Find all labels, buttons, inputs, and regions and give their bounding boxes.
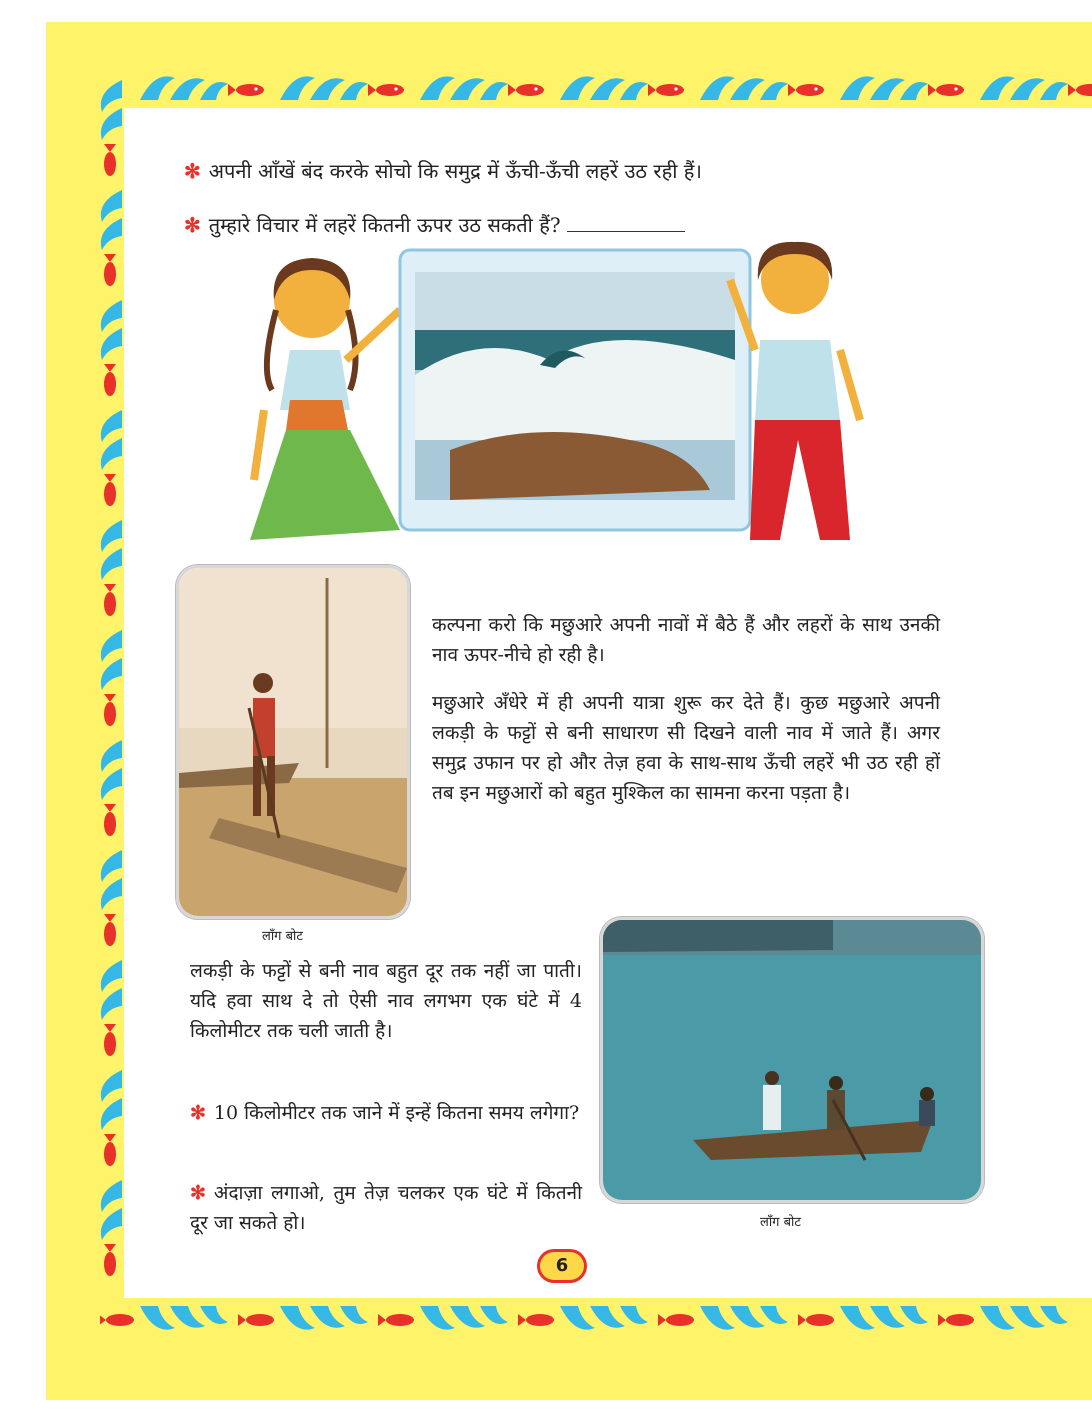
answer-blank[interactable] bbox=[567, 213, 685, 232]
photo-long-boat-three-fishermen bbox=[600, 917, 984, 1203]
paragraph-fishermen-journey: मछुआरे अँधेरे में ही अपनी यात्रा शुरू कर देते हैं। कुछ मछुआरे अपनी लकड़ी के फट्टों से बनी साधारण सी दिखने वाली नाव में जाते हैं। अगर समुद्र उफान पर हो और तेज़ हवा के साथ-साथ ऊँची लहरें भी उठ रही हों तब इन मछुआरों को बहुत मुश्किल का सामना करना पड़ता है। bbox=[432, 692, 940, 804]
photo-long-boat-standing-fisherman bbox=[176, 565, 410, 919]
decorative-border-left bbox=[92, 60, 126, 1348]
kids-holding-wave-illustration bbox=[250, 240, 870, 550]
paragraph-imagine-fishermen: कल्पना करो कि मछुआरे अपनी नावों में बैठे हैं और लहरों के साथ उनकी नाव ऊपर-नीचे हो रही है। bbox=[432, 614, 940, 666]
question-3: ✻ 10 किलोमीटर तक जाने में इन्हें कितना समय लगेगा? bbox=[190, 1102, 580, 1124]
wave-fish-pattern-bottom bbox=[100, 1296, 1092, 1348]
bullet-icon: ✻ bbox=[184, 159, 201, 183]
decorative-border-bottom bbox=[100, 1296, 1092, 1348]
decorative-border-top bbox=[100, 60, 1092, 110]
wave-fish-pattern-top bbox=[100, 60, 1092, 110]
bullet-icon: ✻ bbox=[184, 213, 201, 237]
girl-figure-left bbox=[250, 258, 400, 540]
page-number-badge: 6 bbox=[540, 1252, 584, 1280]
question-1: ✻ अपनी आँखें बंद करके सोचो कि समुद्र में ऊँची-ऊँची लहरें उठ रही हैं। bbox=[184, 159, 702, 183]
question-4: ✻ अंदाज़ा लगाओ, तुम तेज़ चलकर एक घंटे में कितनी दूर जा सकते हो। bbox=[190, 1182, 582, 1234]
bullet-icon: ✻ bbox=[190, 1102, 206, 1124]
caption-right-photo: लाँग बोट bbox=[760, 1215, 801, 1230]
question-2: ✻ तुम्हारे विचार में लहरें कितनी ऊपर उठ सकती हैं? bbox=[184, 210, 984, 240]
paragraph-raft-distance: लकड़ी के फट्टों से बनी नाव बहुत दूर तक नहीं जा पाती। यदि हवा साथ दे तो ऐसी नाव लगभग एक घंटे में 4 किलोमीटर तक चली जाती है। bbox=[190, 960, 582, 1042]
wave-fish-pattern-left bbox=[92, 60, 126, 1348]
caption-left-photo: लाँग बोट bbox=[262, 929, 303, 944]
bullet-icon: ✻ bbox=[190, 1182, 206, 1204]
